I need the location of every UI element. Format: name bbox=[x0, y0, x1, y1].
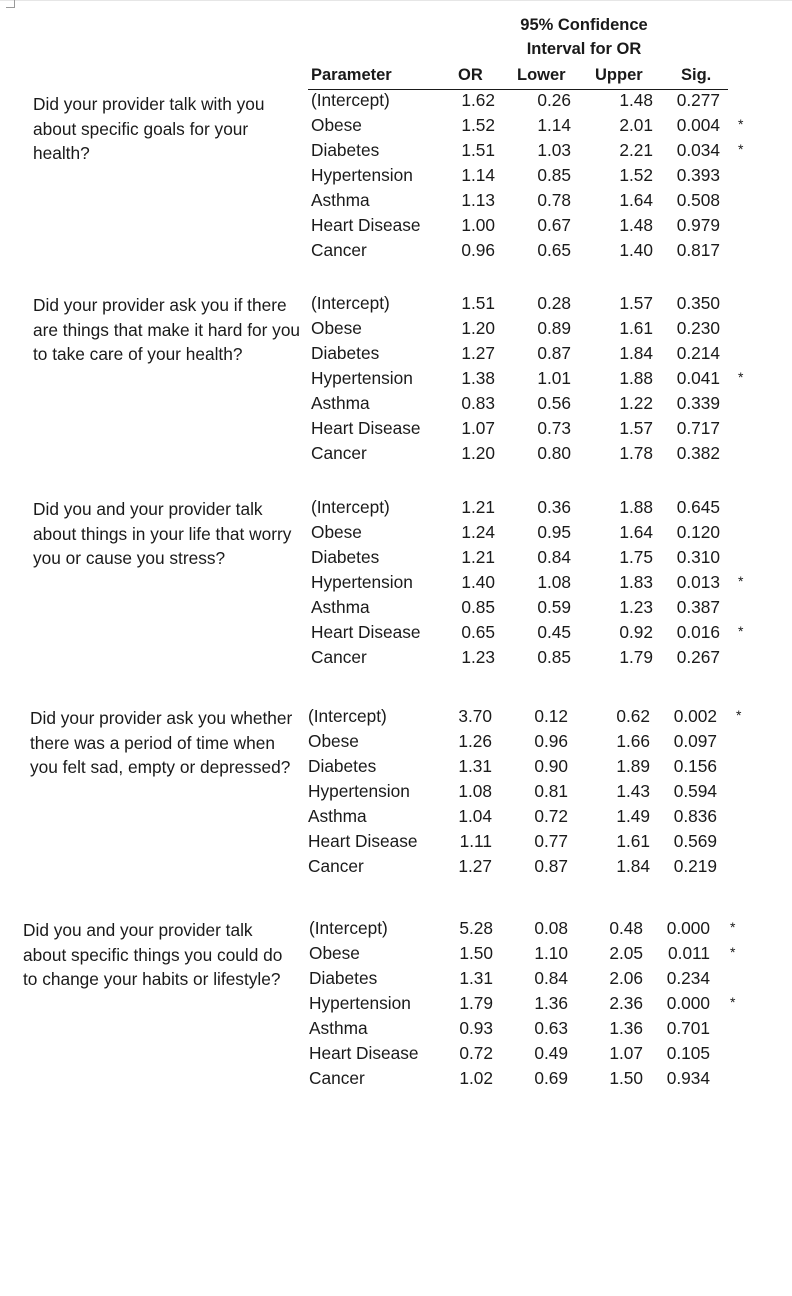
table-row bbox=[0, 443, 792, 468]
parameter-cell: Hypertension bbox=[311, 572, 413, 592]
or-cell: 1.00 bbox=[461, 215, 495, 235]
parameter-cell: Diabetes bbox=[311, 547, 380, 567]
sig-cell: 0.979 bbox=[676, 215, 720, 235]
table-row bbox=[0, 731, 792, 756]
upper-ci-cell: 1.64 bbox=[619, 190, 653, 210]
or-cell: 1.04 bbox=[458, 806, 492, 826]
lower-ci-cell: 0.78 bbox=[537, 190, 571, 210]
sig-cell: 0.267 bbox=[676, 647, 720, 667]
or-cell: 1.38 bbox=[461, 368, 495, 388]
or-cell: 1.11 bbox=[459, 831, 492, 851]
lower-ci-cell: 1.36 bbox=[534, 993, 568, 1013]
table-row bbox=[0, 1018, 792, 1043]
page-corner-mark bbox=[6, 0, 15, 8]
significance-marker: * bbox=[730, 919, 736, 935]
lower-ci-cell: 0.89 bbox=[537, 318, 571, 338]
significance-marker: * bbox=[738, 623, 744, 639]
sig-cell: 0.339 bbox=[676, 393, 720, 413]
parameter-cell: (Intercept) bbox=[311, 497, 390, 517]
or-cell: 0.83 bbox=[461, 393, 495, 413]
sig-cell: 0.097 bbox=[673, 731, 717, 751]
lower-ci-cell: 0.90 bbox=[534, 756, 568, 776]
sig-cell: 0.000 bbox=[666, 918, 710, 938]
sig-cell: 0.011 bbox=[668, 943, 710, 963]
sig-cell: 0.034 bbox=[676, 140, 720, 160]
lower-ci-cell: 0.73 bbox=[537, 418, 571, 438]
parameter-cell: Cancer bbox=[311, 240, 367, 260]
lower-ci-cell: 0.63 bbox=[534, 1018, 568, 1038]
sig-cell: 0.214 bbox=[676, 343, 720, 363]
upper-ci-cell: 1.49 bbox=[616, 806, 650, 826]
or-cell: 0.65 bbox=[461, 622, 495, 642]
or-cell: 1.26 bbox=[458, 731, 492, 751]
upper-ci-cell: 1.88 bbox=[619, 368, 653, 388]
or-cell: 1.50 bbox=[459, 943, 493, 963]
sig-cell: 0.000 bbox=[666, 993, 710, 1013]
lower-ci-cell: 0.85 bbox=[537, 165, 571, 185]
sig-cell: 0.836 bbox=[673, 806, 717, 826]
parameter-cell: Diabetes bbox=[311, 140, 380, 160]
parameter-cell: Cancer bbox=[311, 443, 367, 463]
or-cell: 1.40 bbox=[461, 572, 495, 592]
upper-ci-cell: 1.89 bbox=[616, 756, 650, 776]
question-text: Did your provider talk with you about specific goals for your health? bbox=[33, 94, 265, 163]
upper-ci-cell: 1.61 bbox=[619, 318, 653, 338]
sig-cell: 0.350 bbox=[676, 293, 720, 313]
sig-cell: 0.041 bbox=[676, 368, 720, 388]
lower-ci-cell: 0.69 bbox=[534, 1068, 568, 1088]
or-cell: 0.72 bbox=[459, 1043, 493, 1063]
table-row bbox=[0, 368, 792, 393]
lower-ci-cell: 0.80 bbox=[537, 443, 571, 463]
sig-header: Sig. bbox=[681, 66, 712, 84]
or-cell: 1.14 bbox=[461, 165, 495, 185]
parameter-cell: Asthma bbox=[311, 190, 370, 210]
lower-ci-cell: 0.28 bbox=[537, 293, 571, 313]
upper-ci-cell: 1.50 bbox=[609, 1068, 643, 1088]
lower-ci-cell: 1.10 bbox=[534, 943, 568, 963]
upper-ci-cell: 1.57 bbox=[619, 293, 653, 313]
sig-cell: 0.508 bbox=[676, 190, 720, 210]
parameter-cell: Heart Disease bbox=[311, 215, 421, 235]
or-cell: 1.20 bbox=[461, 443, 495, 463]
table-row bbox=[0, 547, 792, 572]
table-row bbox=[0, 522, 792, 547]
or-cell: 1.51 bbox=[461, 140, 495, 160]
significance-marker: * bbox=[738, 141, 744, 157]
upper-ci-cell: 0.62 bbox=[616, 706, 650, 726]
parameter-cell: Hypertension bbox=[309, 993, 411, 1013]
lower-ci-cell: 0.36 bbox=[537, 497, 571, 517]
parameter-cell: Diabetes bbox=[308, 756, 377, 776]
lower-ci-cell: 0.65 bbox=[537, 240, 571, 260]
sig-cell: 0.569 bbox=[673, 831, 717, 851]
sig-cell: 0.004 bbox=[676, 115, 720, 135]
sig-cell: 0.230 bbox=[676, 318, 720, 338]
upper-ci-cell: 1.22 bbox=[619, 393, 653, 413]
or-cell: 5.28 bbox=[459, 918, 493, 938]
sig-cell: 0.234 bbox=[666, 968, 710, 988]
parameter-cell: Obese bbox=[311, 115, 362, 135]
table-row bbox=[0, 140, 792, 165]
parameter-cell: Heart Disease bbox=[308, 831, 418, 851]
sig-cell: 0.645 bbox=[676, 497, 720, 517]
upper-ci-cell: 1.64 bbox=[619, 522, 653, 542]
parameter-cell: (Intercept) bbox=[311, 293, 390, 313]
table-row bbox=[0, 190, 792, 215]
table-row bbox=[0, 968, 792, 993]
significance-marker: * bbox=[736, 707, 742, 723]
lower-ci-cell: 0.59 bbox=[537, 597, 571, 617]
or-cell: 3.70 bbox=[458, 706, 492, 726]
table-row bbox=[0, 165, 792, 190]
parameter-cell: Asthma bbox=[309, 1018, 368, 1038]
sig-cell: 0.277 bbox=[676, 90, 720, 110]
or-cell: 1.07 bbox=[461, 418, 495, 438]
upper-ci-cell: 1.75 bbox=[619, 547, 653, 567]
parameter-cell: (Intercept) bbox=[311, 90, 390, 110]
sig-cell: 0.382 bbox=[676, 443, 720, 463]
or-cell: 1.52 bbox=[461, 115, 495, 135]
lower-ci-cell: 0.49 bbox=[534, 1043, 568, 1063]
table-row bbox=[0, 831, 792, 856]
lower-ci-cell: 0.56 bbox=[537, 393, 571, 413]
or-cell: 1.79 bbox=[459, 993, 493, 1013]
page-top-border bbox=[0, 0, 792, 1]
upper-ci-cell: 1.23 bbox=[619, 597, 653, 617]
parameter-cell: Obese bbox=[311, 318, 362, 338]
sig-cell: 0.717 bbox=[676, 418, 720, 438]
or-header: OR bbox=[458, 66, 483, 84]
table-row bbox=[0, 781, 792, 806]
sig-cell: 0.817 bbox=[676, 240, 720, 260]
sig-cell: 0.156 bbox=[673, 756, 717, 776]
upper-ci-cell: 1.52 bbox=[619, 165, 653, 185]
table-row bbox=[0, 1043, 792, 1068]
sig-cell: 0.013 bbox=[676, 572, 720, 592]
parameter-cell: Hypertension bbox=[311, 368, 413, 388]
lower-ci-cell: 0.72 bbox=[534, 806, 568, 826]
table-row bbox=[0, 943, 792, 968]
lower-ci-cell: 0.95 bbox=[537, 522, 571, 542]
lower-header: Lower bbox=[517, 66, 566, 84]
question-text: Did you and your provider talk about specific things you could do to change your habits or lifestyle? bbox=[23, 920, 283, 989]
or-cell: 1.23 bbox=[461, 647, 495, 667]
sig-cell: 0.387 bbox=[676, 597, 720, 617]
sig-cell: 0.016 bbox=[676, 622, 720, 642]
or-cell: 0.85 bbox=[461, 597, 495, 617]
significance-marker: * bbox=[730, 994, 736, 1010]
upper-ci-cell: 2.05 bbox=[609, 943, 643, 963]
table-row bbox=[0, 856, 792, 881]
lower-ci-cell: 0.77 bbox=[534, 831, 568, 851]
parameter-cell: Heart Disease bbox=[311, 418, 421, 438]
or-cell: 1.02 bbox=[459, 1068, 493, 1088]
lower-ci-cell: 0.08 bbox=[534, 918, 568, 938]
table-row bbox=[0, 343, 792, 368]
question-text: Did you and your provider talk about things in your life that worry you or cause you stress? bbox=[33, 499, 292, 568]
upper-ci-cell: 1.40 bbox=[619, 240, 653, 260]
table-row bbox=[0, 90, 792, 115]
or-cell: 1.31 bbox=[458, 756, 492, 776]
sig-cell: 0.310 bbox=[676, 547, 720, 567]
table-row bbox=[0, 647, 792, 672]
significance-marker: * bbox=[738, 573, 744, 589]
parameter-cell: Heart Disease bbox=[311, 622, 421, 642]
question-text: Did your provider ask you whether there was a period of time when you felt sad, empty or depressed? bbox=[30, 708, 293, 777]
or-cell: 1.21 bbox=[461, 547, 495, 567]
upper-ci-cell: 1.79 bbox=[619, 647, 653, 667]
upper-ci-cell: 2.21 bbox=[619, 140, 653, 160]
lower-ci-cell: 0.12 bbox=[534, 706, 568, 726]
table-row bbox=[0, 418, 792, 443]
sig-cell: 0.120 bbox=[676, 522, 720, 542]
upper-ci-cell: 1.48 bbox=[619, 90, 653, 110]
question-text: Did your provider ask you if there are things that make it hard for you to take care of your health? bbox=[33, 295, 301, 364]
lower-ci-cell: 1.08 bbox=[537, 572, 571, 592]
upper-ci-cell: 1.66 bbox=[616, 731, 650, 751]
or-cell: 1.31 bbox=[459, 968, 493, 988]
lower-ci-cell: 0.96 bbox=[534, 731, 568, 751]
table-row bbox=[0, 393, 792, 418]
upper-ci-cell: 2.01 bbox=[619, 115, 653, 135]
upper-ci-cell: 2.06 bbox=[609, 968, 643, 988]
parameter-cell: Cancer bbox=[309, 1068, 365, 1088]
table-row bbox=[0, 706, 792, 731]
table-row bbox=[0, 1068, 792, 1093]
parameter-cell: Hypertension bbox=[308, 781, 410, 801]
significance-marker: * bbox=[738, 116, 744, 132]
upper-ci-cell: 1.48 bbox=[619, 215, 653, 235]
ci-header-line2: Interval for OR bbox=[526, 40, 642, 58]
parameter-cell: Obese bbox=[309, 943, 360, 963]
table-row bbox=[0, 597, 792, 622]
significance-marker: * bbox=[738, 369, 744, 385]
lower-ci-cell: 0.81 bbox=[534, 781, 568, 801]
or-cell: 0.93 bbox=[459, 1018, 493, 1038]
table-row bbox=[0, 622, 792, 647]
lower-ci-cell: 0.45 bbox=[537, 622, 571, 642]
table-row bbox=[0, 756, 792, 781]
upper-ci-cell: 1.84 bbox=[619, 343, 653, 363]
or-cell: 1.13 bbox=[461, 190, 495, 210]
or-cell: 1.24 bbox=[461, 522, 495, 542]
parameter-cell: Asthma bbox=[311, 597, 370, 617]
lower-ci-cell: 0.85 bbox=[537, 647, 571, 667]
or-cell: 1.21 bbox=[461, 497, 495, 517]
table-row bbox=[0, 293, 792, 318]
or-cell: 1.27 bbox=[458, 856, 492, 876]
parameter-cell: Diabetes bbox=[311, 343, 380, 363]
table-row bbox=[0, 318, 792, 343]
parameter-cell: Asthma bbox=[311, 393, 370, 413]
parameter-cell: (Intercept) bbox=[308, 706, 387, 726]
sig-cell: 0.393 bbox=[676, 165, 720, 185]
parameter-cell: Cancer bbox=[311, 647, 367, 667]
upper-ci-cell: 1.83 bbox=[619, 572, 653, 592]
sig-cell: 0.594 bbox=[673, 781, 717, 801]
lower-ci-cell: 1.01 bbox=[537, 368, 571, 388]
upper-ci-cell: 1.78 bbox=[619, 443, 653, 463]
table-row bbox=[0, 572, 792, 597]
lower-ci-cell: 1.03 bbox=[537, 140, 571, 160]
parameter-cell: Diabetes bbox=[309, 968, 378, 988]
or-cell: 1.27 bbox=[461, 343, 495, 363]
upper-ci-cell: 0.92 bbox=[619, 622, 653, 642]
or-cell: 1.20 bbox=[461, 318, 495, 338]
sig-cell: 0.105 bbox=[666, 1043, 710, 1063]
sig-cell: 0.701 bbox=[666, 1018, 710, 1038]
parameter-cell: Hypertension bbox=[311, 165, 413, 185]
lower-ci-cell: 0.84 bbox=[534, 968, 568, 988]
lower-ci-cell: 1.14 bbox=[537, 115, 571, 135]
parameter-cell: (Intercept) bbox=[309, 918, 388, 938]
upper-ci-cell: 1.36 bbox=[609, 1018, 643, 1038]
table-row bbox=[0, 497, 792, 522]
lower-ci-cell: 0.26 bbox=[537, 90, 571, 110]
table-row bbox=[0, 918, 792, 943]
or-cell: 1.08 bbox=[458, 781, 492, 801]
parameter-cell: Obese bbox=[311, 522, 362, 542]
parameter-cell: Heart Disease bbox=[309, 1043, 419, 1063]
table-row bbox=[0, 806, 792, 831]
lower-ci-cell: 0.87 bbox=[534, 856, 568, 876]
upper-ci-cell: 1.43 bbox=[616, 781, 650, 801]
ci-header-line1: 95% Confidence bbox=[520, 16, 648, 34]
parameter-header: Parameter bbox=[311, 66, 392, 84]
lower-ci-cell: 0.84 bbox=[537, 547, 571, 567]
upper-ci-cell: 1.61 bbox=[616, 831, 650, 851]
lower-ci-cell: 0.67 bbox=[537, 215, 571, 235]
sig-cell: 0.002 bbox=[673, 706, 717, 726]
table-row bbox=[0, 240, 792, 265]
upper-ci-cell: 1.84 bbox=[616, 856, 650, 876]
upper-ci-cell: 2.36 bbox=[609, 993, 643, 1013]
or-cell: 1.51 bbox=[461, 293, 495, 313]
sig-cell: 0.219 bbox=[673, 856, 717, 876]
or-cell: 1.62 bbox=[461, 90, 495, 110]
upper-ci-cell: 0.48 bbox=[609, 918, 643, 938]
lower-ci-cell: 0.87 bbox=[537, 343, 571, 363]
significance-marker: * bbox=[730, 944, 736, 960]
sig-cell: 0.934 bbox=[666, 1068, 710, 1088]
parameter-cell: Cancer bbox=[308, 856, 364, 876]
parameter-cell: Obese bbox=[308, 731, 359, 751]
table-row bbox=[0, 993, 792, 1018]
upper-header: Upper bbox=[595, 66, 643, 84]
upper-ci-cell: 1.07 bbox=[609, 1043, 643, 1063]
table-row bbox=[0, 115, 792, 140]
parameter-cell: Asthma bbox=[308, 806, 367, 826]
table-row bbox=[0, 215, 792, 240]
upper-ci-cell: 1.57 bbox=[619, 418, 653, 438]
or-cell: 0.96 bbox=[461, 240, 495, 260]
upper-ci-cell: 1.88 bbox=[619, 497, 653, 517]
